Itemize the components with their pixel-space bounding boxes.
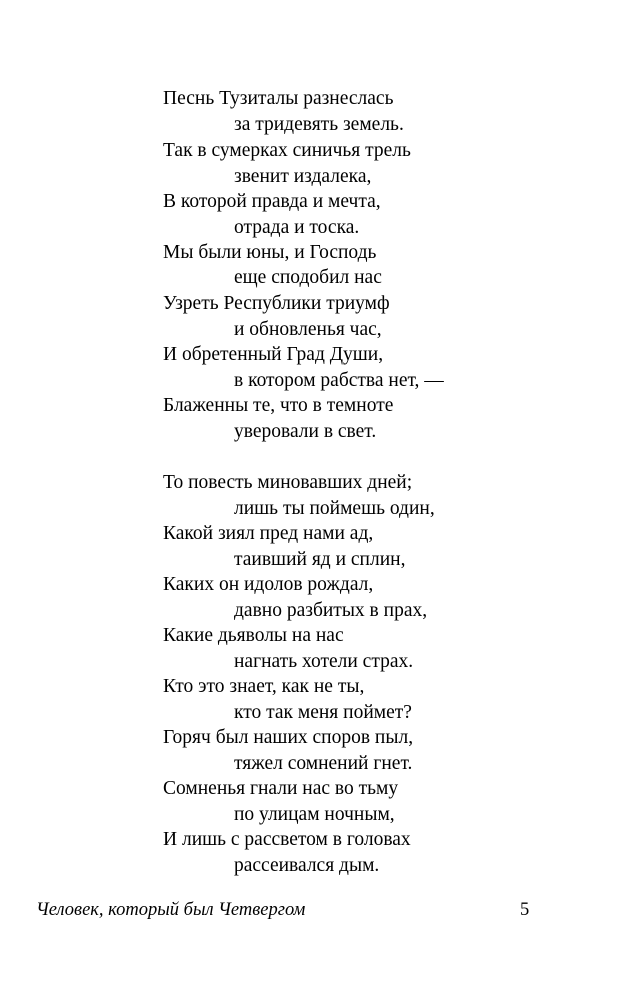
poem-line: Горяч был наших споров пыл, bbox=[163, 727, 414, 748]
poem-line: Каких он идолов рождал, bbox=[163, 574, 374, 595]
poem-line: Блаженны те, что в темноте bbox=[163, 395, 394, 416]
poem-line: за тридевять земель. bbox=[234, 114, 404, 135]
poem-line: В которой правда и мечта, bbox=[163, 191, 381, 212]
poem-line: уверовали в свет. bbox=[234, 421, 377, 442]
poem-line: И обретенный Град Души, bbox=[163, 344, 384, 365]
page-number: 5 bbox=[520, 900, 530, 920]
poem-line: в котором рабства нет, — bbox=[234, 370, 444, 391]
poem-line: То повесть миновавших дней; bbox=[163, 472, 413, 493]
poem-line: И лишь с рассветом в головах bbox=[163, 829, 411, 850]
poem-line: и обновленья час, bbox=[234, 319, 382, 340]
poem-line: Сомненья гнали нас во тьму bbox=[163, 778, 399, 799]
poem-line: нагнать хотели страх. bbox=[234, 651, 414, 672]
poem-line: таивший яд и сплин, bbox=[234, 549, 406, 570]
poem-line: Кто это знает, как не ты, bbox=[163, 676, 365, 697]
running-footer-title: Человек, который был Четвергом bbox=[36, 900, 306, 920]
poem-line: звенит издалека, bbox=[234, 166, 372, 187]
poem-line: Какие дьяволы на нас bbox=[163, 625, 344, 646]
poem-line: Песнь Тузиталы разнеслась bbox=[163, 88, 394, 109]
poem-line: Узреть Республики триумф bbox=[163, 293, 390, 314]
poem-line: Мы были юны, и Господь bbox=[163, 242, 377, 263]
poem-line: Так в сумерках синичья трель bbox=[163, 140, 411, 161]
poem-line: еще сподобил нас bbox=[234, 267, 382, 288]
poem-line: лишь ты поймешь один, bbox=[234, 498, 435, 519]
poem-line: тяжел сомнений гнет. bbox=[234, 753, 413, 774]
poem-line: давно разбитых в прах, bbox=[234, 600, 428, 621]
poem-line: отрада и тоска. bbox=[234, 217, 360, 238]
poem-line: рассеивался дым. bbox=[234, 855, 380, 876]
poem-line: Какой зиял пред нами ад, bbox=[163, 523, 374, 544]
poem-line: кто так меня поймет? bbox=[234, 702, 412, 723]
poem-line: по улицам ночным, bbox=[234, 804, 395, 825]
